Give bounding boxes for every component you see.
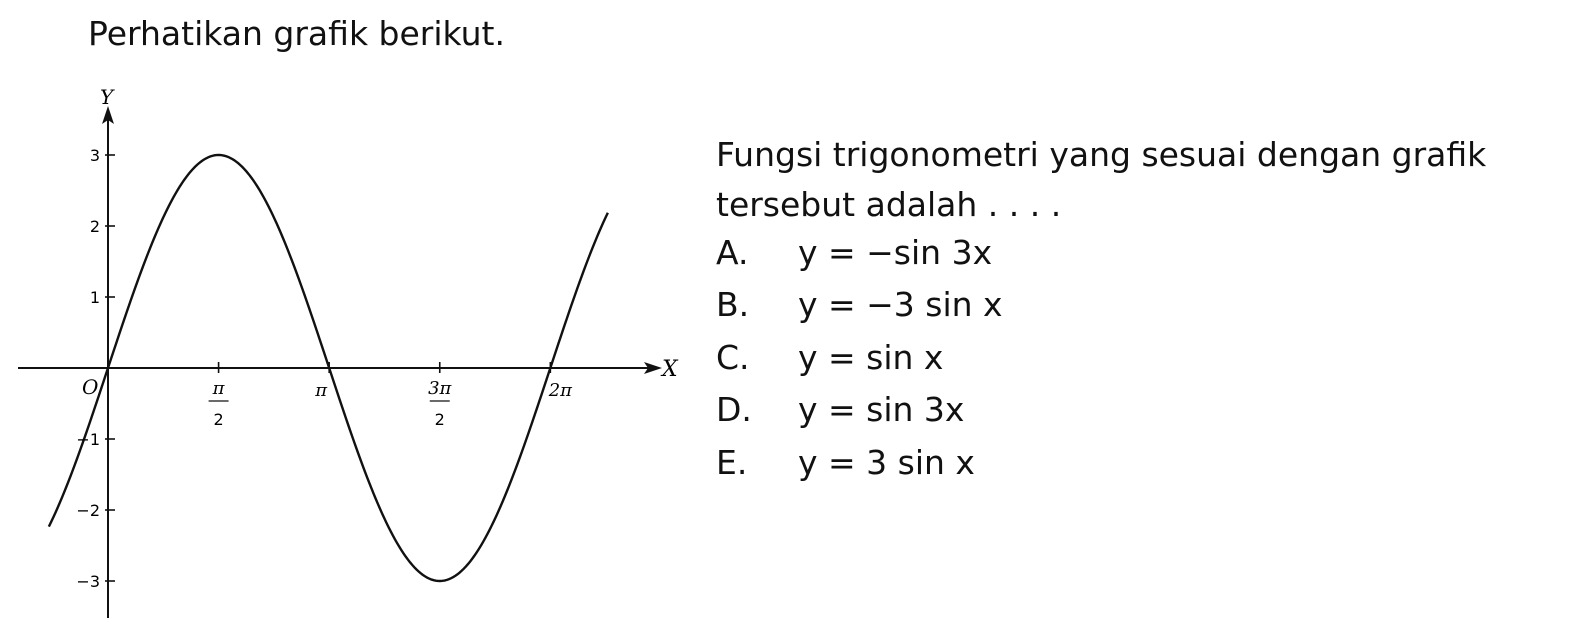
- x-tick-label: 2π: [548, 380, 572, 401]
- y-tick-label: 1: [89, 288, 100, 307]
- y-tick-label: −2: [76, 501, 100, 520]
- question-line-1: Fungsi trigonometri yang sesuai dengan grafik: [716, 135, 1487, 174]
- y-tick-label: 3: [89, 146, 100, 165]
- option-formula: y = −sin 3x: [798, 232, 993, 272]
- y-tick-label: 2: [89, 217, 100, 236]
- question-line-2: tersebut adalah . . . .: [716, 185, 1062, 224]
- x-tick-numerator: π: [212, 378, 225, 399]
- question: [716, 130, 1556, 230]
- option-formula: y = −3 sin x: [798, 285, 1003, 325]
- intro-text: Perhatikan grafik berikut.: [88, 14, 505, 53]
- sine-graph: [0, 0, 700, 641]
- option-d[interactable]: [716, 384, 1003, 437]
- option-letter: D.: [716, 390, 752, 430]
- x-axis-label: X: [662, 357, 678, 382]
- option-a[interactable]: [716, 226, 1003, 279]
- origin-label: O: [82, 375, 99, 399]
- x-tick-label: π: [315, 380, 328, 401]
- option-letter: E.: [716, 442, 748, 482]
- answer-options: [716, 226, 1003, 489]
- option-letter: C.: [716, 337, 750, 377]
- option-letter: A.: [716, 232, 749, 272]
- y-tick-label: −1: [76, 430, 100, 449]
- axes: [18, 106, 662, 618]
- x-tick-denominator: 2: [213, 410, 224, 429]
- option-e[interactable]: [716, 436, 1003, 489]
- option-formula: y = sin x: [798, 337, 944, 377]
- x-tick-numerator: 3π: [428, 378, 452, 399]
- x-tick-denominator: 2: [434, 410, 445, 429]
- option-formula: y = 3 sin x: [798, 442, 975, 482]
- y-tick-label: −3: [76, 572, 100, 591]
- option-letter: B.: [716, 285, 750, 325]
- tick-labels: [76, 85, 679, 591]
- y-axis-label: Y: [100, 85, 114, 109]
- option-formula: y = sin 3x: [798, 390, 965, 430]
- option-c[interactable]: [716, 331, 1003, 384]
- option-b[interactable]: [716, 279, 1003, 332]
